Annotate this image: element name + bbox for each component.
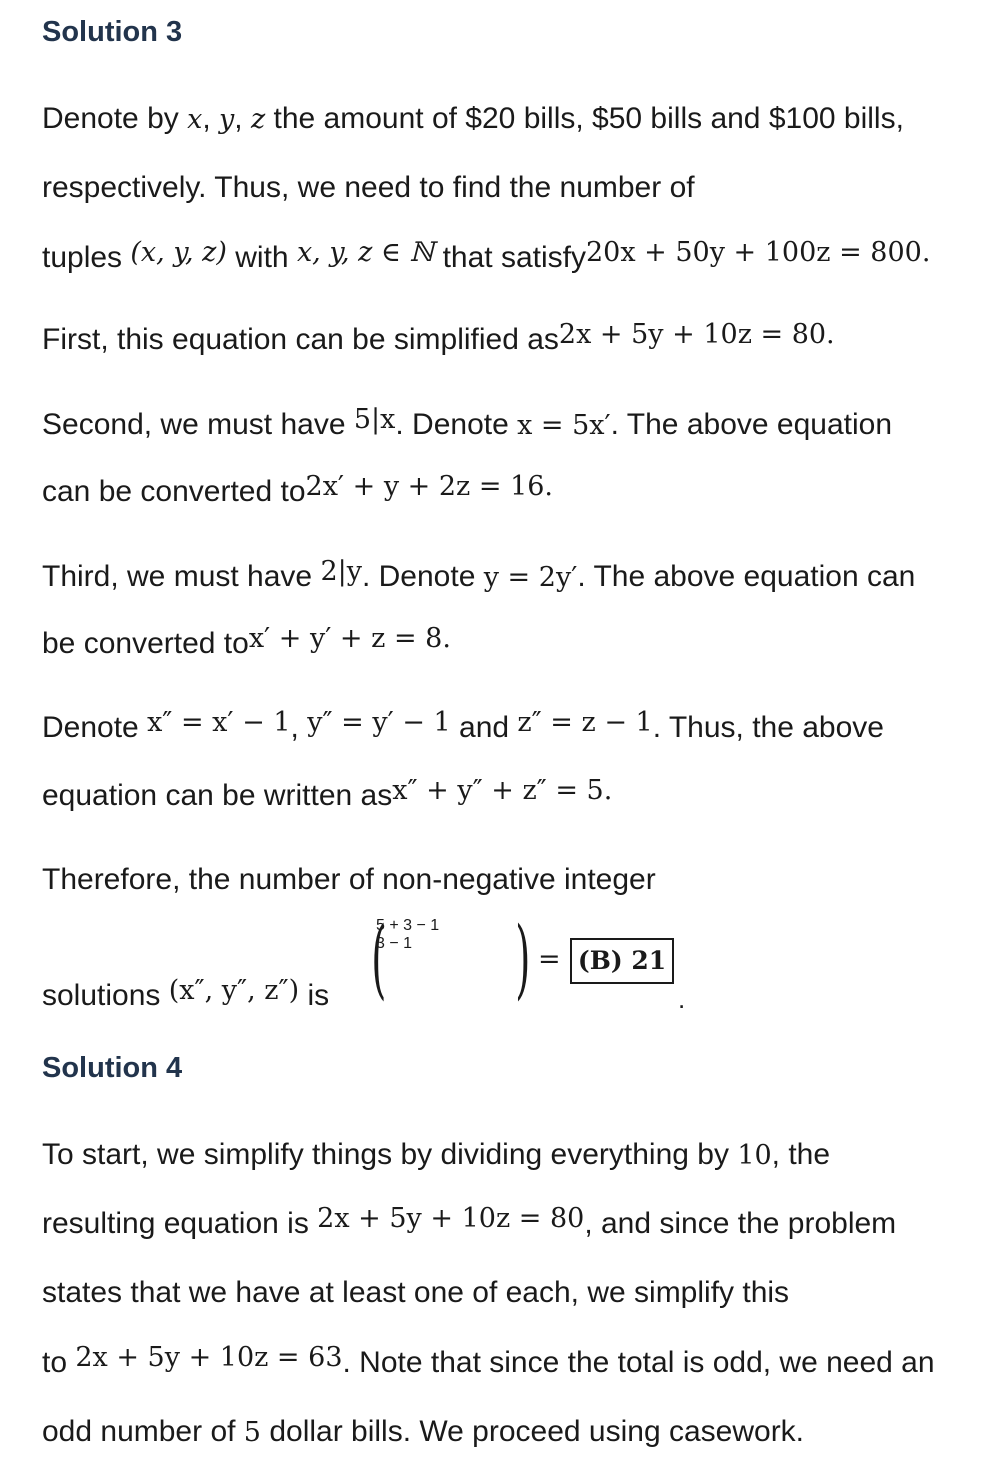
text: dollar bills. We proceed using casework. [260, 1415, 805, 1448]
math-equation: 2x + 5y + 10z = 80. [558, 319, 835, 350]
text: and [450, 711, 518, 744]
math-z: z [250, 104, 266, 135]
text: Denote [42, 711, 148, 744]
left-paren: ( [371, 909, 387, 1009]
text: Second, we must have [42, 408, 354, 441]
math-number: 10 [737, 1140, 772, 1171]
paragraph-line [42, 1203, 897, 1243]
text: Third, we must have [42, 560, 321, 593]
paragraph-line [42, 1342, 935, 1382]
math-equation: 2x + 5y + 10z = 63 [75, 1342, 343, 1373]
text: with [226, 241, 297, 274]
paragraph-line [42, 707, 884, 747]
right-paren: ) [515, 909, 531, 1009]
math-substitution: y″ = y′ − 1 [307, 707, 451, 738]
math-substitution: x″ = x′ − 1 [147, 707, 291, 738]
text: , the [771, 1138, 831, 1171]
text: . Thus, the above [652, 711, 884, 744]
text: First, this equation can be simplified as [42, 323, 559, 356]
paragraph-line [42, 975, 330, 1015]
math-substitution: x = 5x′ [517, 410, 611, 441]
text: odd number of [42, 1415, 244, 1448]
text: equation can be written as [42, 779, 393, 812]
solution-3-heading: Solution 3 [42, 16, 183, 48]
math-tuple: (x, y, z) [130, 237, 227, 268]
paragraph-line [42, 556, 916, 596]
paragraph-line: Therefore, the number of non-negative integer [42, 863, 656, 896]
math-equation: 20x + 50y + 100z = 800. [585, 237, 931, 268]
paragraph-line [42, 471, 554, 511]
paragraph-line [42, 237, 931, 277]
paragraph-line [42, 1137, 830, 1174]
text: tuples [42, 241, 131, 274]
paragraph-line: states that we have at least one of each, we simplify this [42, 1276, 790, 1309]
paragraph-line: respectively. Thus, we need to find the number of [42, 171, 695, 204]
math-equation: x″ + y″ + z″ = 5. [392, 775, 613, 806]
math-equation: 2x + 5y + 10z = 80 [317, 1203, 585, 1234]
math-equation: x′ + y′ + z = 8. [248, 623, 451, 654]
text: . Denote [361, 560, 484, 593]
math-divides: 2|y [320, 556, 362, 587]
text: . Denote [395, 408, 518, 441]
text: is [299, 979, 330, 1012]
text: the amount of $20 bills, $50 bills and $100 bills, [265, 102, 904, 135]
text: resulting equation is [42, 1207, 318, 1240]
answer-box: (B) 21 [570, 938, 674, 984]
text: that satisfy [434, 241, 586, 274]
paragraph-line [42, 404, 893, 444]
math-equation: 2x′ + y + 2z = 16. [305, 471, 554, 502]
binomial-bottom: 3 − 1 [376, 935, 413, 952]
paragraph-line [42, 623, 451, 663]
math-y: y [219, 104, 235, 135]
equals-sign: = [538, 944, 561, 975]
text: can be converted to [42, 475, 306, 508]
text: To start, we simplify things by dividing everything by [42, 1138, 738, 1171]
text: , [290, 711, 308, 744]
solution-4-heading: Solution 4 [42, 1052, 183, 1084]
math-divides: 5|x [353, 404, 396, 435]
math-set: x, y, z ∈ ℕ [296, 237, 435, 268]
math-x: x [187, 104, 203, 135]
math-tuple: (x″, y″, z″) [168, 975, 300, 1006]
text: solutions [42, 979, 169, 1012]
text: Denote by [42, 102, 188, 135]
final-period: . [678, 984, 686, 1014]
text: be converted to [42, 627, 249, 660]
text: . The above equation [610, 408, 893, 441]
text: . The above equation can [577, 560, 916, 593]
paragraph-line: Denote by x, y, z the amount of $20 bills, $50 bills and $100 bills, [42, 102, 904, 135]
paragraph-line [42, 775, 613, 815]
math-number: 5 [243, 1417, 261, 1448]
math-substitution: z″ = z − 1 [517, 707, 653, 738]
text: , and since the problem [584, 1207, 897, 1240]
text: . Note that since the total is odd, we need an [342, 1346, 935, 1379]
binomial-coefficient [371, 909, 531, 1009]
text: to [42, 1346, 76, 1379]
binomial-top: 5 + 3 − 1 [376, 917, 440, 934]
paragraph-line [42, 1414, 804, 1451]
math-substitution: y = 2y′ [483, 562, 578, 593]
paragraph-line [42, 319, 835, 359]
